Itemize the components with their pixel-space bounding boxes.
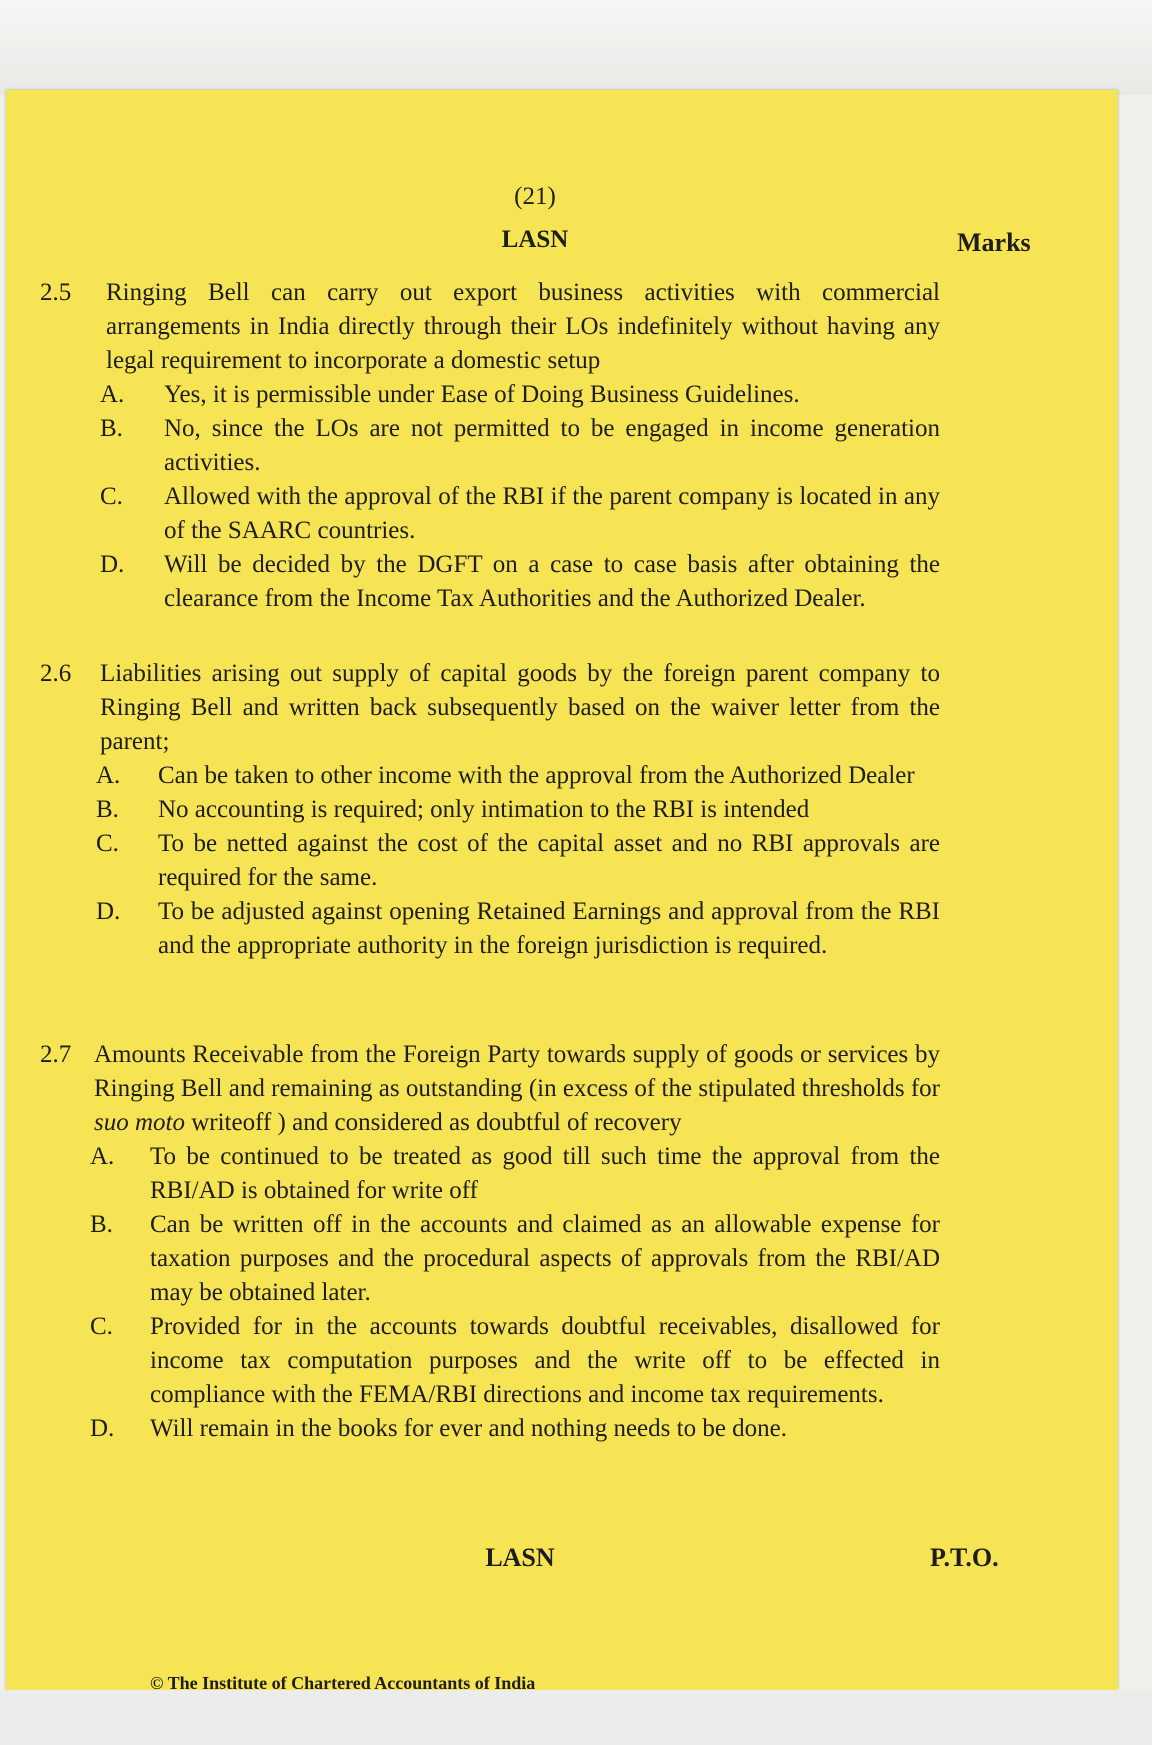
question-number: 2.5 (40, 279, 72, 306)
question-text-italic: suo moto (94, 1109, 185, 1136)
question-2-6 (40, 657, 940, 963)
option-letter: B. (100, 415, 123, 442)
paper-code-header: LASN (501, 226, 569, 253)
scan-background-top (0, 0, 1152, 95)
option-c (40, 480, 940, 548)
option-text: To be netted against the cost of the capital asset and no RBI approvals are required for the same. (158, 830, 940, 891)
option-text: Will be decided by the DGFT on a case to case basis after obtaining the clearance from the Income Tax Authorities and the Authorized Dealer. (164, 551, 940, 612)
option-letter: B. (96, 796, 119, 823)
question-number: 2.6 (40, 660, 72, 687)
option-d (40, 895, 940, 963)
marks-column-label: Marks (957, 228, 1031, 257)
question-text (94, 1038, 940, 1140)
option-text: Yes, it is permissible under Ease of Doing Business Guidelines. (164, 381, 800, 408)
page-number: (21) (514, 183, 556, 210)
option-d (40, 1412, 940, 1446)
option-letter: C. (90, 1313, 113, 1340)
copyright-notice: © The Institute of Chartered Accountants of India (150, 1673, 536, 1693)
option-text: Provided for in the accounts towards doubtful receivables, disallowed for income tax computation purposes and the write off to be effected in compliance with the FEMA/RBI directions and income tax requirements. (150, 1313, 940, 1408)
question-text-start: Amounts Receivable from the Foreign Party towards supply of goods or services by Ringing Bell and remaining as outstanding (in excess of the stipulated thresholds for (94, 1041, 940, 1102)
question-2-5 (40, 276, 940, 616)
question-text: Ringing Bell can carry out export business activities with commercial arrangements in India directly through their LOs indefinitely without having any legal requirement to incorporate a domestic setup (106, 279, 940, 374)
option-letter: D. (90, 1415, 115, 1442)
option-text: To be adjusted against opening Retained Earnings and approval from the RBI and the appropriate authority in the foreign jurisdiction is required. (158, 898, 940, 959)
option-letter: A. (100, 381, 125, 408)
option-letter: B. (90, 1211, 113, 1238)
option-letter: A. (90, 1143, 115, 1170)
question-2-7 (40, 1038, 940, 1446)
question-text-end: writeoff ) and considered as doubtful of recovery (184, 1109, 682, 1136)
option-text: Allowed with the approval of the RBI if the parent company is located in any of the SAARC countries. (164, 483, 940, 544)
option-text: Will remain in the books for ever and nothing needs to be done. (150, 1415, 788, 1442)
paper-code-footer: LASN (485, 1543, 555, 1572)
question-number: 2.7 (40, 1041, 72, 1068)
question-text: Liabilities arising out supply of capital goods by the foreign parent company to Ringing Bell and written back subsequently based on the waiver letter from the parent; (100, 660, 940, 755)
option-text: Can be taken to other income with the approval from the Authorized Dealer (158, 762, 915, 789)
option-a (40, 378, 940, 412)
option-c (40, 827, 940, 895)
option-b (40, 1208, 940, 1310)
please-turn-over: P.T.O. (930, 1543, 999, 1572)
option-b (40, 793, 940, 827)
option-text: To be continued to be treated as good till such time the approval from the RBI/AD is obtained for write off (150, 1143, 940, 1204)
scan-background-bottom (0, 1690, 1152, 1745)
option-letter: C. (100, 483, 123, 510)
option-text: Can be written off in the accounts and claimed as an allowable expense for taxation purposes and the procedural aspects of approvals from the RBI/AD may be obtained later. (150, 1211, 940, 1306)
option-text: No accounting is required; only intimation to the RBI is intended (158, 796, 810, 823)
option-a (40, 1140, 940, 1208)
option-letter: C. (96, 830, 119, 857)
option-letter: D. (96, 898, 121, 925)
option-b (40, 412, 940, 480)
option-d (40, 548, 940, 616)
option-c (40, 1310, 940, 1412)
option-letter: D. (100, 551, 125, 578)
option-text: No, since the LOs are not permitted to be engaged in income generation activities. (164, 415, 940, 476)
option-letter: A. (96, 762, 121, 789)
option-a (40, 759, 940, 793)
